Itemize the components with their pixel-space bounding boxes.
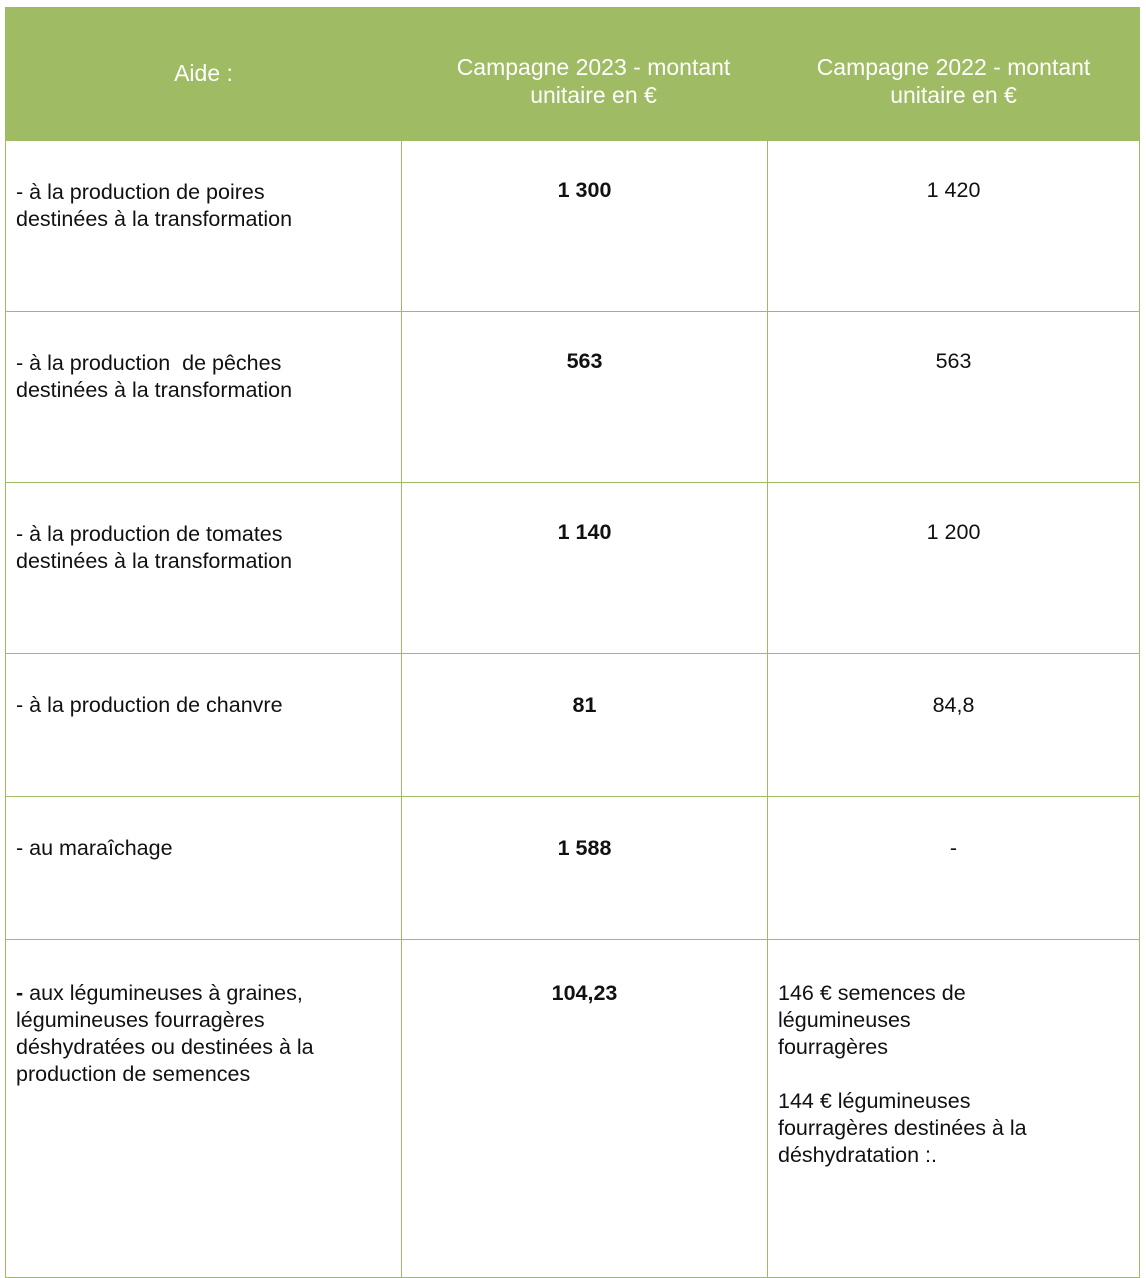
value-2023: 1 140 bbox=[402, 483, 768, 654]
value-2023: 81 bbox=[402, 654, 768, 797]
header-row bbox=[6, 8, 1140, 141]
row-label-text: aux légumineuses à graines, légumineuses fourragères déshydratées ou destinées à la production de semences bbox=[16, 981, 314, 1086]
value-2022 bbox=[768, 940, 1140, 1278]
header-aide bbox=[6, 8, 402, 141]
table-row bbox=[6, 483, 1140, 654]
value-2022-note: 146 € semences de légumineuses fourragères bbox=[778, 981, 966, 1059]
header-campagne-2022-label: Campagne 2022 - montant unitaire en € bbox=[816, 54, 1091, 108]
header-aide-label: Aide : bbox=[174, 60, 233, 86]
value-2022: - bbox=[768, 797, 1140, 940]
row-label bbox=[6, 940, 402, 1278]
table-header bbox=[6, 8, 1140, 141]
value-2022-note: 144 € légumineuses fourragères destinées à la déshydratation :. bbox=[778, 1089, 1027, 1167]
table-body bbox=[6, 141, 1140, 1278]
value-2022: 84,8 bbox=[768, 654, 1140, 797]
table-row bbox=[6, 654, 1140, 797]
aid-amounts-table bbox=[5, 7, 1140, 1278]
table-row bbox=[6, 940, 1140, 1278]
row-label: - à la production de poires destinées à la transformation bbox=[6, 141, 402, 312]
row-label-dash: - bbox=[16, 981, 24, 1005]
header-campagne-2023-label: Campagne 2023 - montant unitaire en € bbox=[456, 54, 731, 108]
row-label: - à la production de tomates destinées à la transformation bbox=[6, 483, 402, 654]
row-label: - à la production de pêches destinées à la transformation bbox=[6, 312, 402, 483]
row-label: - à la production de chanvre bbox=[6, 654, 402, 797]
value-2022: 1 200 bbox=[768, 483, 1140, 654]
header-campagne-2023 bbox=[402, 8, 768, 141]
value-2023: 1 588 bbox=[402, 797, 768, 940]
table-row bbox=[6, 797, 1140, 940]
value-2022: 563 bbox=[768, 312, 1140, 483]
value-2022: 1 420 bbox=[768, 141, 1140, 312]
aid-table-container bbox=[5, 7, 1139, 1167]
table-row bbox=[6, 141, 1140, 312]
value-2023: 1 300 bbox=[402, 141, 768, 312]
header-campagne-2022 bbox=[768, 8, 1140, 141]
value-2023: 104,23 bbox=[402, 940, 768, 1278]
table-row bbox=[6, 312, 1140, 483]
row-label: - au maraîchage bbox=[6, 797, 402, 940]
value-2023: 563 bbox=[402, 312, 768, 483]
